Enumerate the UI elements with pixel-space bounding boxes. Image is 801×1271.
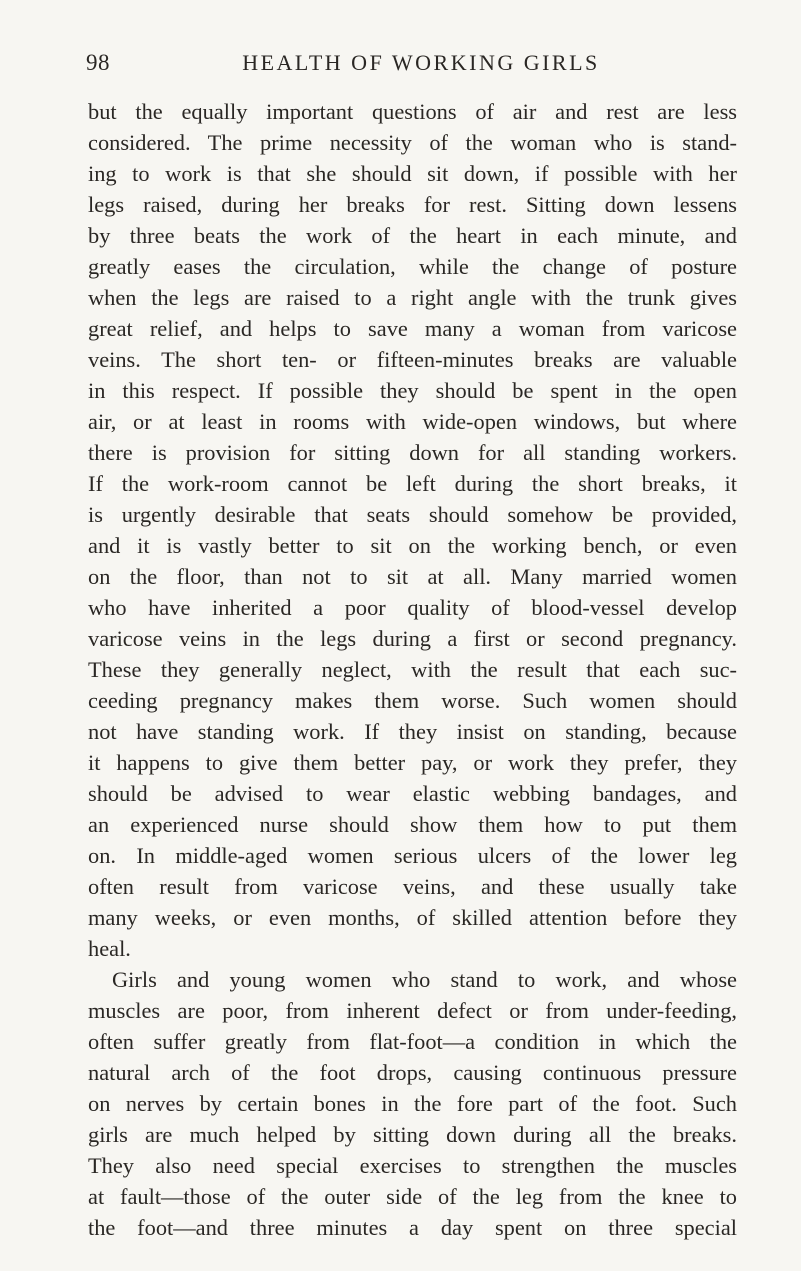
text-line: If the work-room cannot be left during the short breaks, it bbox=[88, 471, 737, 496]
text-line: girls are much helped by sitting down during all the breaks. bbox=[88, 1122, 737, 1147]
text-line: should be advised to wear elastic webbing bandages, and bbox=[88, 781, 737, 806]
text-line: greatly eases the circulation, while the change of posture bbox=[88, 254, 737, 279]
text-line: These they generally neglect, with the result that each suc- bbox=[88, 657, 737, 682]
text-line: ing to work is that she should sit down, if possible with her bbox=[88, 161, 737, 186]
text-line: ceeding pregnancy makes them worse. Such women should bbox=[88, 688, 737, 713]
text-line: there is provision for sitting down for all standing workers. bbox=[88, 440, 737, 465]
text-line: great relief, and helps to save many a woman from varicose bbox=[88, 316, 737, 341]
text-line: the foot—and three minutes a day spent on three special bbox=[88, 1215, 737, 1240]
text-line: on nerves by certain bones in the fore part of the foot. Such bbox=[88, 1091, 737, 1116]
page-header bbox=[86, 50, 736, 84]
text-line: often result from varicose veins, and these usually take bbox=[88, 874, 737, 899]
text-line: when the legs are raised to a right angle with the trunk gives bbox=[88, 285, 737, 310]
text-line: who have inherited a poor quality of blood-vessel develop bbox=[88, 595, 737, 620]
text-line: by three beats the work of the heart in each minute, and bbox=[88, 223, 737, 248]
paragraph-start-line: Girls and young women who stand to work, and whose bbox=[112, 967, 737, 992]
text-line: an experienced nurse should show them how to put them bbox=[88, 812, 737, 837]
text-line: varicose veins in the legs during a first or second pregnancy. bbox=[88, 626, 737, 651]
text-line: and it is vastly better to sit on the working bench, or even bbox=[88, 533, 737, 558]
running-head: HEALTH OF WORKING GIRLS bbox=[242, 50, 600, 75]
text-line: legs raised, during her breaks for rest. Sitting down lessens bbox=[88, 192, 737, 217]
text-line: is urgently desirable that seats should somehow be provided, bbox=[88, 502, 737, 527]
text-line: They also need special exercises to strengthen the muscles bbox=[88, 1153, 737, 1178]
page-number: 98 bbox=[86, 50, 110, 75]
text-line: many weeks, or even months, of skilled attention before they bbox=[88, 905, 737, 930]
text-line: on. In middle-aged women serious ulcers of the lower leg bbox=[88, 843, 737, 868]
text-line: it happens to give them better pay, or work they prefer, they bbox=[88, 750, 737, 775]
text-line: air, or at least in rooms with wide-open windows, but where bbox=[88, 409, 737, 434]
text-line: natural arch of the foot drops, causing continuous pressure bbox=[88, 1060, 737, 1085]
text-line: at fault—those of the outer side of the leg from the knee to bbox=[88, 1184, 737, 1209]
body-text bbox=[88, 96, 737, 1243]
text-line: considered. The prime necessity of the woman who is stand- bbox=[88, 130, 737, 155]
text-line: not have standing work. If they insist on standing, because bbox=[88, 719, 737, 744]
text-line: often suffer greatly from flat-foot—a condition in which the bbox=[88, 1029, 737, 1054]
text-line: but the equally important questions of air and rest are less bbox=[88, 99, 737, 124]
text-line: in this respect. If possible they should be spent in the open bbox=[88, 378, 737, 403]
text-line: heal. bbox=[88, 936, 131, 961]
text-line: on the floor, than not to sit at all. Many married women bbox=[88, 564, 737, 589]
text-line: muscles are poor, from inherent defect or from under-feeding, bbox=[88, 998, 737, 1023]
text-line: veins. The short ten- or fifteen-minutes breaks are valuable bbox=[88, 347, 737, 372]
